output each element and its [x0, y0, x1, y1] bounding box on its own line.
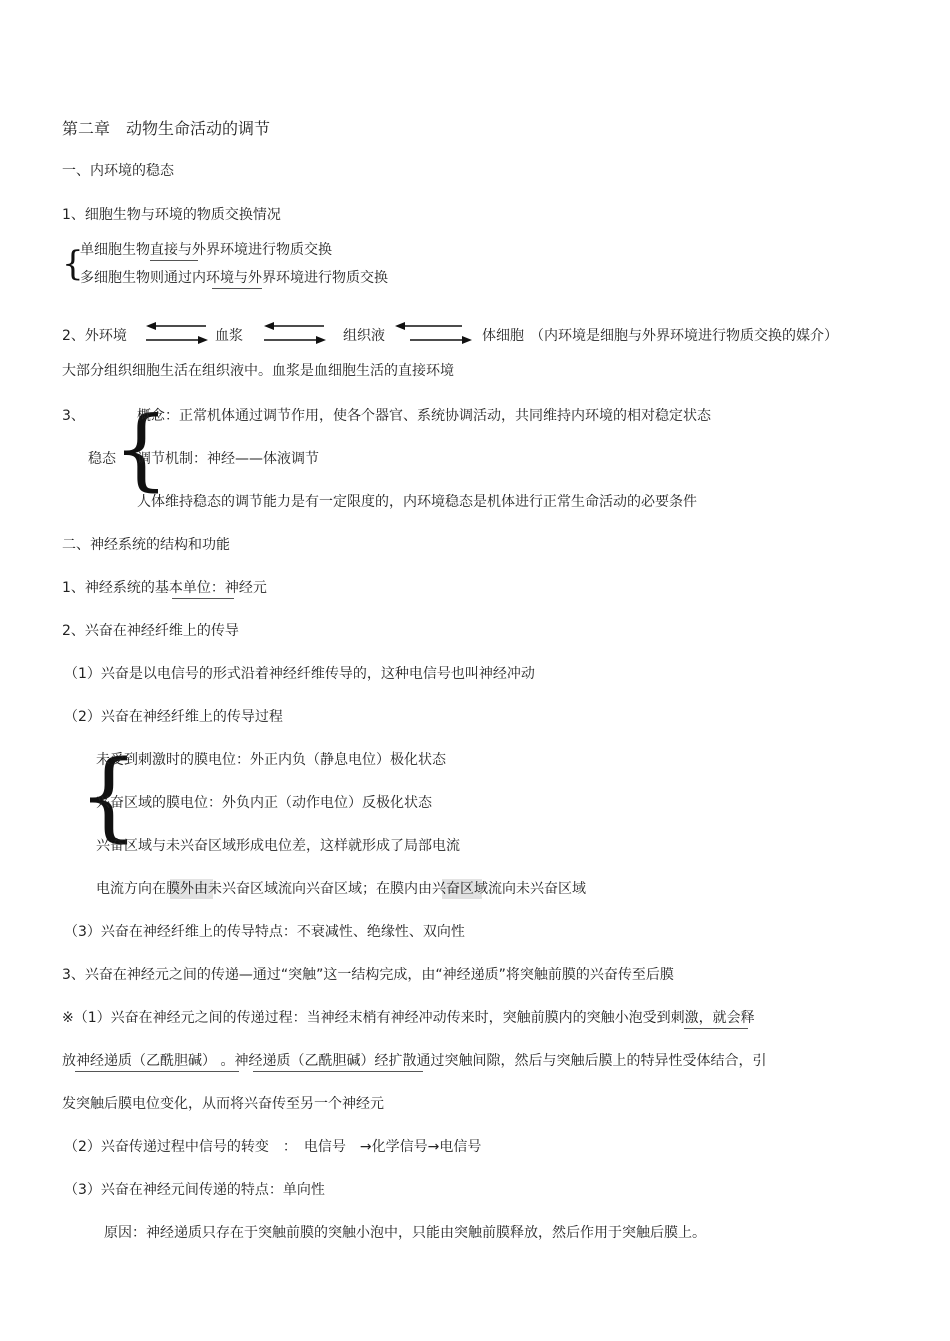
synapse-reason-line: 原因：神经递质只存在于突触前膜的突触小泡中，只能由突触前膜释放，然后作用于突触后膜上。	[104, 1225, 706, 1241]
local-current-line: 兴奋区域与未兴奋区域形成电位差，这样就形成了局部电流	[96, 838, 460, 854]
fiber-point-1: （1）兴奋是以电信号的形式沿着神经纤维传导的，这种电信号也叫神经冲动	[64, 666, 535, 682]
arrow-plasma-to-fluid	[264, 336, 326, 344]
action-potential-line: 兴奋区域的膜电位：外负内正（动作电位）反极化状态	[96, 795, 432, 811]
homeostasis-concept: 概念：正常机体通过调节作用，使各个器官、系统协调活动，共同维持内环境的相对稳定状态	[137, 408, 711, 424]
internal-env-note: （内环境是细胞与外界环境进行物质交换的媒介）	[530, 328, 838, 344]
item-number-1-2: 2、外环境	[62, 328, 127, 344]
page-title: 第二章 动物生命活动的调节	[62, 119, 271, 138]
homeostasis-mechanism: 调节机制：神经——体液调节	[137, 451, 319, 467]
basic-unit-line: 1、神经系统的基本单位：神经元	[62, 580, 267, 596]
current-direction-line: 电流方向在膜外由未兴奋区域流向兴奋区域；在膜内由兴奋区域流向未兴奋区域	[96, 881, 586, 897]
resting-potential-line: 未受到刺激时的膜电位：外正内负（静息电位）极化状态	[96, 752, 446, 768]
homeostasis-label: 稳态	[88, 451, 116, 467]
node-tissue-fluid: 组织液	[343, 328, 385, 344]
item-heading-2-2: 2、兴奋在神经纤维上的传导	[62, 623, 239, 639]
fiber-point-2: （2）兴奋在神经纤维上的传导过程	[64, 709, 283, 725]
synapse-process-c: 发突触后膜电位变化，从而将兴奋传至另一个神经元	[62, 1096, 384, 1112]
exchange-line-single: 单细胞生物直接与外界环境进行物质交换	[80, 242, 332, 258]
underline-transmitter-2	[253, 1071, 423, 1072]
item-heading-1-1: 1、细胞生物与环境的物质交换情况	[62, 207, 281, 223]
synapse-process-a: ※（1）兴奋在神经元之间的传递过程：当神经末梢有神经冲动传来时，突触前膜内的突触小泡受到刺激，就会释	[62, 1010, 755, 1026]
exchange-line-multi: 多细胞生物则通过内环境与外界环境进行物质交换	[80, 270, 388, 286]
plasma-environment-line: 大部分组织细胞生活在组织液中。血浆是血细胞生活的直接环境	[62, 363, 454, 379]
underline-stimulated	[684, 1028, 748, 1029]
homeostasis-limit: 人体维持稳态的调节能力是有一定限度的，内环境稳态是机体进行正常生命活动的必要条件	[137, 494, 697, 510]
node-body-cell: 体细胞	[482, 328, 524, 344]
arrow-fluid-to-plasma	[264, 322, 324, 330]
underline-basic-unit	[172, 598, 234, 599]
signal-transform-line: （2）兴奋传递过程中信号的转变 ： 电信号 →化学信号→电信号	[64, 1139, 482, 1155]
arrow-fluid-to-cell	[410, 336, 472, 344]
synapse-feature-line: （3）兴奋在神经元间传递的特点：单向性	[64, 1182, 325, 1198]
section-heading-2: 二、神经系统的结构和功能	[62, 537, 230, 553]
underline-transmitter-1	[75, 1071, 239, 1072]
arrow-outer-to-plasma	[146, 336, 208, 344]
synapse-process-b: 放神经递质（乙酰胆碱） 。神经递质（乙酰胆碱）经扩散通过突触间隙，然后与突触后膜上的特异性受体结合，引	[62, 1053, 767, 1069]
item-heading-2-3: 3、兴奋在神经元之间的传递—通过“突触”这一结构完成，由“神经递质”将突触前膜的兴奋传至后膜	[62, 967, 674, 983]
node-plasma: 血浆	[215, 328, 243, 344]
brace-homeostasis: {	[113, 397, 169, 500]
brace-exchange: {	[62, 244, 84, 284]
brace-potential: {	[78, 740, 140, 852]
item-number-1-3: 3、	[62, 408, 85, 424]
arrow-plasma-to-outer	[146, 322, 206, 330]
arrow-cell-to-fluid	[395, 322, 462, 330]
section-heading-1: 一、内环境的稳态	[62, 163, 174, 179]
fiber-point-3: （3）兴奋在神经纤维上的传导特点：不衰减性、绝缘性、双向性	[64, 924, 465, 940]
